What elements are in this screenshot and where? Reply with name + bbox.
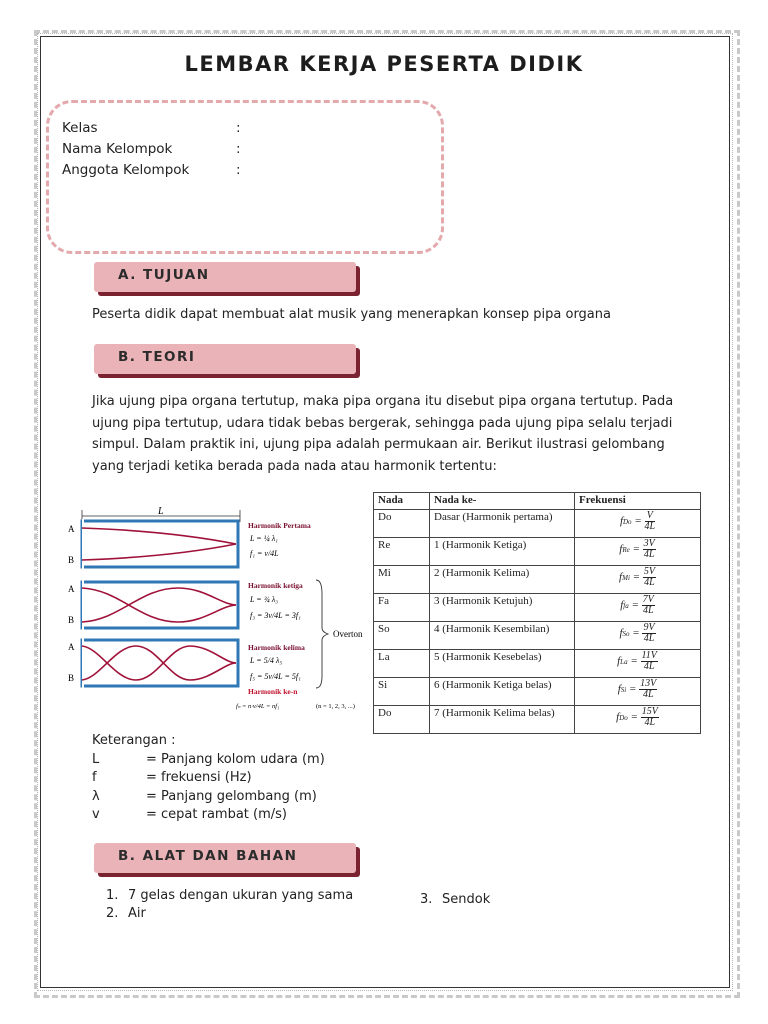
keterangan-symbol: λ [92, 789, 100, 804]
keterangan-item [92, 789, 492, 807]
point-b-label: B [68, 673, 75, 683]
point-b-label: B [68, 555, 75, 565]
cell-nada-ke: 2 (Harmonik Kelima) [430, 566, 575, 594]
pipe-outline [82, 582, 238, 628]
freq-denominator: 4L [644, 521, 656, 532]
cell-frekuensi: fMi = $\frac{5V}{4L}$ [575, 566, 701, 594]
table-row [374, 566, 701, 594]
keterangan-symbol: v [92, 807, 100, 822]
list-number: 1. [106, 888, 119, 903]
list-item [106, 888, 366, 906]
cell-frekuensi: fDo = $\frac{15V}{4L}$ [575, 706, 701, 734]
overton-label: Overton [333, 629, 363, 639]
freq-fraction [645, 511, 656, 532]
field-label-anggota-kelompok: Anggota Kelompok [62, 162, 190, 178]
harmonic-frequency-table [373, 492, 701, 734]
teori-line: ujung pipa tertutup, udara tidak bebas bergerak, sehingga pada ujung pipa selalu terjadi [92, 415, 673, 431]
keterangan-description: = Panjang gelombang (m) [146, 789, 317, 804]
cell-nada-ke: 6 (Harmonik Ketiga belas) [430, 678, 575, 706]
keterangan-symbol: L [92, 752, 100, 767]
freq-fraction [641, 651, 658, 672]
teori-line: yang terjadi ketika berada pada nada atau harmonik tertentu: [92, 458, 497, 474]
freq-subscript: Si [620, 686, 627, 695]
section-heading-alat-bahan [94, 843, 356, 873]
cell-nada-ke: Dasar (Harmonik pertama) [430, 510, 575, 538]
freq-fraction [643, 567, 656, 588]
cell-frekuensi: ffa = $\frac{7V}{4L}$ [575, 594, 701, 622]
cell-nada: La [374, 650, 430, 678]
harmonic-nth-name: Harmonik ke-n [248, 687, 298, 696]
field-label-kelas: Kelas [62, 120, 98, 136]
freq-numerator: 3V [643, 538, 655, 549]
table-row [374, 622, 701, 650]
cell-nada-ke: 7 (Harmonik Kelima belas) [430, 706, 575, 734]
keterangan-item [92, 752, 492, 770]
point-a-label: A [68, 642, 75, 652]
cell-nada-ke: 4 (Harmonik Kesembilan) [430, 622, 575, 650]
wave-curve [82, 528, 236, 544]
cell-nada: Mi [374, 566, 430, 594]
section-heading-teori [94, 344, 356, 374]
freq-fraction [642, 595, 655, 616]
freq-subscript: So [622, 630, 630, 639]
section-heading-label: B. ALAT DAN BAHAN [94, 843, 356, 873]
harmonic-equation: L = 5/4 λ₅ [250, 656, 283, 665]
freq-subscript: Mi [622, 574, 630, 583]
pipe-open-end [82, 519, 84, 569]
pipe-outline [82, 521, 238, 567]
column-header-nada-ke: Nada ke- [430, 493, 575, 510]
table-row [374, 650, 701, 678]
table-row [374, 678, 701, 706]
field-colon: : [236, 162, 241, 178]
length-label: L [158, 506, 164, 517]
keterangan-description: = Panjang kolom udara (m) [146, 752, 325, 767]
column-header-frekuensi: Frekuensi [575, 493, 701, 510]
freq-fraction [641, 707, 659, 728]
cell-nada-ke: 5 (Harmonik Kesebelas) [430, 650, 575, 678]
keterangan-title: Keterangan : [92, 733, 176, 748]
freq-denominator: 4L [643, 661, 655, 672]
freq-numerator: 7V [642, 594, 654, 605]
cell-frekuensi: fSo = $\frac{9V}{4L}$ [575, 622, 701, 650]
harmonic-name: Harmonik ketiga [248, 581, 303, 590]
cell-nada: Si [374, 678, 430, 706]
cell-nada: Re [374, 538, 430, 566]
freq-numerator: 11V [641, 650, 657, 661]
harmonic-name: Harmonik kelima [248, 643, 305, 652]
freq-numerator: 5V [643, 566, 655, 577]
cell-nada-ke: 1 (Harmonik Ketiga) [430, 538, 575, 566]
list-number: 2. [106, 906, 119, 921]
pipe-outline [82, 640, 238, 686]
keterangan-description: = cepat rambat (m/s) [146, 807, 288, 822]
harmonic-equation: f₅ = 5v/4L = 5f₁ [250, 672, 301, 681]
table-row [374, 706, 701, 734]
freq-numerator: 9V [643, 622, 655, 633]
wave-curve [82, 646, 236, 680]
freq-denominator: 4L [643, 633, 655, 644]
teori-line: Jika ujung pipa organa tertutup, maka pipa organa itu disebut pipa organa tertutup. Pada [92, 394, 674, 409]
list-item [420, 892, 620, 910]
keterangan-item [92, 770, 492, 788]
overton-brace [316, 580, 328, 688]
point-a-label: A [68, 584, 75, 594]
cell-frekuensi: fLa = $\frac{11V}{4L}$ [575, 650, 701, 678]
freq-subscript: Re [622, 546, 630, 555]
cell-nada: Do [374, 706, 430, 734]
point-a-label: A [68, 524, 75, 534]
harmonic-nth-equation: fₙ = n·v/4L = nf₁ [236, 703, 280, 710]
freq-numerator: 13V [640, 678, 657, 689]
pipe-first-harmonic [68, 519, 238, 569]
cell-nada: Fa [374, 594, 430, 622]
table-row [374, 538, 701, 566]
freq-subscript: fa [623, 602, 629, 611]
list-number: 3. [420, 892, 433, 907]
keterangan-description: = frekuensi (Hz) [146, 770, 252, 785]
list-text: 7 gelas dengan ukuran yang sama [128, 888, 354, 903]
freq-denominator: 4L [643, 549, 655, 560]
freq-subscript: Do [623, 518, 632, 527]
wave-curve [82, 544, 236, 560]
harmonic-equation: L = ¾ λ₃ [250, 595, 278, 604]
tujuan-text: Peserta didik dapat membuat alat musik yang menerapkan konsep pipa organa [92, 307, 611, 322]
cell-nada-ke: 3 (Harmonik Ketujuh) [430, 594, 575, 622]
field-colon: : [236, 141, 241, 157]
table-row [374, 510, 701, 538]
teori-paragraph [92, 391, 682, 477]
table-row [374, 594, 701, 622]
page-title: LEMBAR KERJA PESERTA DIDIK [184, 52, 584, 76]
pipe-harmonics-diagram [60, 498, 380, 720]
harmonic-equation: f₃ = 3v/4L = 3f₁ [250, 611, 301, 620]
list-item [106, 906, 366, 924]
harmonic-nth-range: (n = 1, 2, 3, ...) [316, 703, 355, 710]
freq-denominator: 4L [642, 605, 654, 616]
wave-curve [82, 646, 236, 680]
freq-fraction [643, 539, 656, 560]
freq-fraction [639, 679, 657, 700]
list-text: Air [128, 906, 146, 921]
keterangan-item [92, 807, 492, 825]
column-header-nada: Nada [374, 493, 430, 510]
cell-frekuensi: fDo = $\frac{V}{4L}$ [575, 510, 701, 538]
freq-denominator: 4L [642, 689, 654, 700]
teori-line: simpul. Dalam praktik ini, ujung pipa adalah permukaan air. Berikut ilustrasi gelombang [92, 437, 665, 452]
cell-nada: Do [374, 510, 430, 538]
freq-fraction [642, 623, 655, 644]
harmonic-equation: f₁ = v/4L [250, 549, 279, 558]
freq-subscript: Do [619, 714, 628, 723]
freq-numerator: V [645, 511, 656, 522]
pipe-fifth-harmonic [68, 638, 238, 688]
table-header-row [374, 493, 701, 510]
keterangan-symbol: f [92, 770, 97, 785]
freq-numerator: 15V [641, 706, 658, 717]
harmonic-name: Harmonik Pertama [248, 521, 311, 530]
cell-frekuensi: fRe = $\frac{3V}{4L}$ [575, 538, 701, 566]
pipe-third-harmonic [68, 580, 238, 630]
freq-denominator: 4L [644, 717, 656, 728]
cell-frekuensi: fSi = $\frac{13V}{4L}$ [575, 678, 701, 706]
cell-nada: So [374, 622, 430, 650]
section-heading-tujuan [94, 262, 356, 292]
freq-denominator: 4L [644, 577, 655, 588]
field-colon: : [236, 120, 241, 136]
section-heading-label: A. TUJUAN [94, 262, 356, 292]
section-heading-label: B. TEORI [94, 344, 356, 374]
list-text: Sendok [442, 892, 491, 907]
point-b-label: B [68, 615, 75, 625]
field-label-nama-kelompok: Nama Kelompok [62, 141, 173, 157]
freq-subscript: La [620, 658, 628, 667]
harmonic-equation: L = ¼ λ₁ [250, 534, 278, 543]
